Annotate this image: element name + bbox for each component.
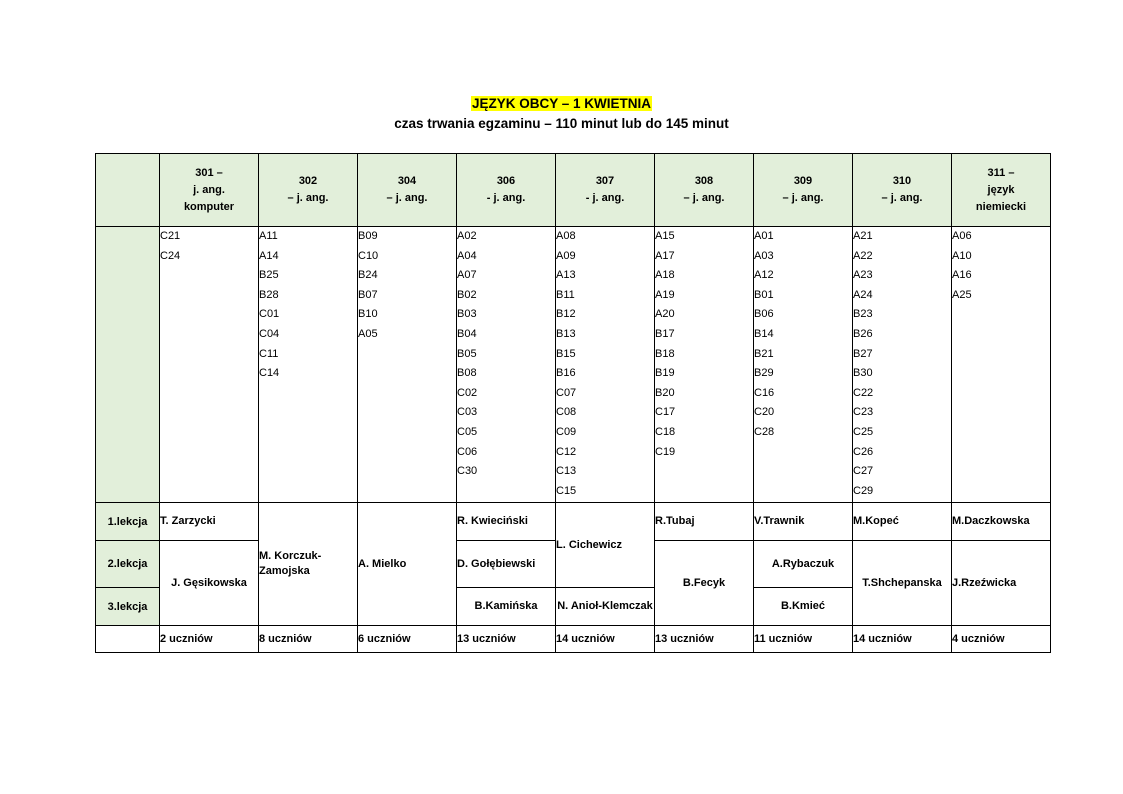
student-code: C19 [655, 445, 676, 458]
teacher-cell: V.Trawnik [754, 503, 853, 541]
student-code: B17 [655, 327, 675, 340]
student-code: A09 [556, 249, 576, 262]
teacher-cell: J. Gęsikowska [160, 541, 259, 626]
room-header: 302 – j. ang. [259, 154, 358, 227]
codes-cell [556, 227, 655, 503]
student-code: A07 [457, 269, 477, 282]
student-code: B18 [655, 347, 675, 360]
teacher-cell: B.Kmieć [754, 588, 853, 626]
student-count: 6 uczniów [358, 626, 457, 653]
student-count: 13 uczniów [655, 626, 754, 653]
page-title-text: JĘZYK OBCY – 1 KWIETNIA [471, 96, 652, 111]
teacher-cell: M.Kopeć [853, 503, 952, 541]
student-code: B23 [853, 308, 873, 321]
teacher-cell: M.Daczkowska [952, 503, 1051, 541]
student-code: A22 [853, 249, 873, 262]
student-code: C09 [556, 425, 577, 438]
student-code: A10 [952, 249, 972, 262]
student-code: B27 [853, 347, 873, 360]
codes-label-cell [96, 227, 160, 503]
student-code: B08 [457, 367, 477, 380]
header-corner [96, 154, 160, 227]
codes-cell [259, 227, 358, 503]
student-code: B11 [556, 288, 575, 301]
student-code: C02 [457, 386, 478, 399]
header-row [96, 154, 1051, 227]
lesson-label: 3.lekcja [96, 588, 160, 626]
student-code: B15 [556, 347, 576, 360]
student-code: C26 [853, 445, 874, 458]
student-code: C22 [853, 386, 874, 399]
student-code: A24 [853, 288, 873, 301]
teacher-cell: N. Anioł-Klemczak [556, 588, 655, 626]
room-header: 301 – j. ang. komputer [160, 154, 259, 227]
student-code: A11 [259, 230, 278, 242]
student-code: B13 [556, 327, 576, 340]
student-code: C10 [358, 249, 379, 262]
teacher-cell: T. Zarzycki [160, 503, 259, 541]
teacher-cell: A. Mielko [358, 503, 457, 626]
teacher-cell: B.Kamińska [457, 588, 556, 626]
room-header: 306 - j. ang. [457, 154, 556, 227]
student-code: C21 [160, 230, 181, 242]
student-code: A02 [457, 230, 477, 242]
student-code: C05 [457, 425, 478, 438]
student-code: B02 [457, 288, 477, 301]
student-code: C13 [556, 465, 577, 478]
student-code: A13 [556, 269, 576, 282]
student-code: A06 [952, 230, 972, 242]
student-code: A17 [655, 249, 675, 262]
student-code: A12 [754, 269, 774, 282]
student-code: B20 [655, 386, 675, 399]
student-codes-row [96, 227, 1051, 503]
student-code: A16 [952, 269, 972, 282]
student-code: B03 [457, 308, 477, 321]
student-count: 13 uczniów [457, 626, 556, 653]
student-code: A04 [457, 249, 477, 262]
lesson-label: 2.lekcja [96, 541, 160, 588]
student-code: C27 [853, 465, 874, 478]
student-code: C01 [259, 308, 280, 321]
student-code: C17 [655, 406, 676, 419]
exam-schedule-table [95, 153, 1051, 653]
student-count: 14 uczniów [853, 626, 952, 653]
student-code: C07 [556, 386, 577, 399]
room-header: 304 – j. ang. [358, 154, 457, 227]
codes-cell [457, 227, 556, 503]
student-code: C29 [853, 484, 874, 497]
student-code: A18 [655, 269, 675, 282]
teacher-cell: R.Tubaj [655, 503, 754, 541]
codes-cell [655, 227, 754, 503]
student-code: B26 [853, 327, 873, 340]
student-code: B04 [457, 327, 477, 340]
page-subtitle: czas trwania egzaminu – 110 minut lub do 145 minut [394, 116, 729, 131]
student-code: B29 [754, 367, 774, 380]
student-code: C30 [457, 465, 478, 478]
student-code: C15 [556, 484, 577, 497]
student-count-row [96, 626, 1051, 653]
student-code: B12 [556, 308, 576, 321]
student-code: B06 [754, 308, 774, 321]
student-code: C23 [853, 406, 874, 419]
student-code: B21 [754, 347, 774, 360]
student-code: A01 [754, 230, 774, 242]
codes-cell [160, 227, 259, 503]
student-code: B25 [259, 269, 279, 282]
student-code: B14 [754, 327, 774, 340]
student-count: 11 uczniów [754, 626, 853, 653]
student-code: B07 [358, 288, 378, 301]
student-code: B19 [655, 367, 675, 380]
student-code: C04 [259, 327, 280, 340]
room-header: 310 – j. ang. [853, 154, 952, 227]
student-code: C14 [259, 367, 280, 380]
teacher-cell: M. Korczuk-Zamojska [259, 503, 358, 626]
student-code: C20 [754, 406, 775, 419]
student-code: B09 [358, 230, 378, 242]
student-code: A05 [358, 327, 378, 340]
count-label-cell [96, 626, 160, 653]
student-code: C16 [754, 386, 775, 399]
student-code: C08 [556, 406, 577, 419]
student-code: C18 [655, 425, 676, 438]
teacher-cell: B.Fecyk [655, 541, 754, 626]
student-code: A14 [259, 249, 279, 262]
room-header: 311 – język niemiecki [952, 154, 1051, 227]
student-code: B30 [853, 367, 873, 380]
codes-cell [952, 227, 1051, 503]
student-code: A23 [853, 269, 873, 282]
student-code: C28 [754, 425, 775, 438]
codes-cell [358, 227, 457, 503]
lesson-label: 1.lekcja [96, 503, 160, 541]
teacher-cell: D. Gołębiewski [457, 541, 556, 588]
teacher-cell: T.Shchepanska [853, 541, 952, 626]
room-header: 309 – j. ang. [754, 154, 853, 227]
student-code: A21 [853, 230, 873, 242]
room-header: 307 - j. ang. [556, 154, 655, 227]
teacher-cell: R. Kwieciński [457, 503, 556, 541]
student-code: C12 [556, 445, 577, 458]
student-code: B24 [358, 269, 378, 282]
student-code: C03 [457, 406, 478, 419]
student-code: A20 [655, 308, 675, 321]
student-code: B10 [358, 308, 378, 321]
student-code: B01 [754, 288, 774, 301]
codes-cell [754, 227, 853, 503]
student-code: A08 [556, 230, 576, 242]
teacher-cell: A.Rybaczuk [754, 541, 853, 588]
student-code: C24 [160, 249, 181, 262]
student-code: B28 [259, 288, 279, 301]
student-code: A03 [754, 249, 774, 262]
student-code: B05 [457, 347, 477, 360]
student-count: 2 uczniów [160, 626, 259, 653]
student-code: C06 [457, 445, 478, 458]
page-title [0, 95, 1123, 113]
teacher-cell: J.Rzeźwicka [952, 541, 1051, 626]
student-code: C25 [853, 425, 874, 438]
student-count: 4 uczniów [952, 626, 1051, 653]
room-header: 308 – j. ang. [655, 154, 754, 227]
lesson-1-row [96, 503, 1051, 541]
student-count: 8 uczniów [259, 626, 358, 653]
codes-cell [853, 227, 952, 503]
student-code: B16 [556, 367, 576, 380]
teacher-cell: L. Cichewicz [556, 503, 655, 588]
student-code: C11 [259, 347, 279, 360]
student-code: A25 [952, 288, 972, 301]
student-code: A15 [655, 230, 675, 242]
student-code: A19 [655, 288, 675, 301]
student-count: 14 uczniów [556, 626, 655, 653]
